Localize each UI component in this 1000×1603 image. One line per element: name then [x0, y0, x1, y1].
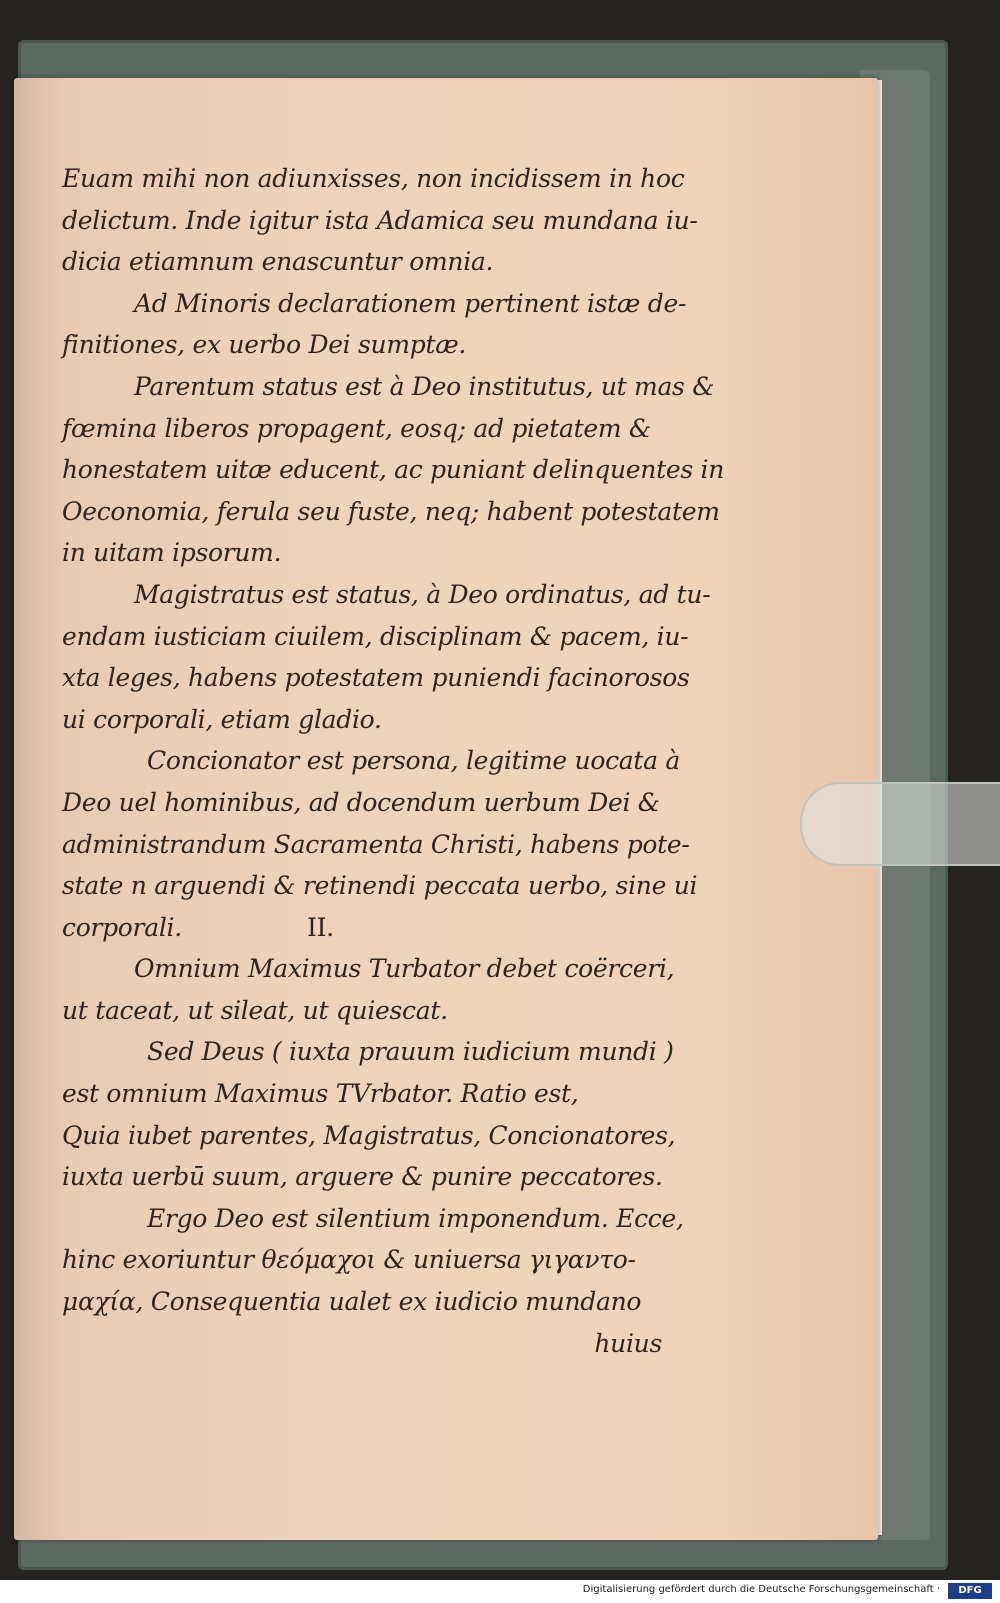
page-text: Euam mihi non adiunxisses, non incidissem in hoc delictum. Inde igitur ista Adamica seu mundana iu- dicia etiamnum enascuntur omnia. Ad Minoris declarationem pertinent istæ de- finitiones, ex uerbo Dei sumptæ. Parentum status est à Deo institutus, ut mas & fœmina liberos propagent, eosq; ad pietatem & honestatem uitæ educent, ac puniant delinquentes in Oeconomia, ferula seu fuste, neq; habent potestatem in uitam ipsorum. Magistratus est status, à Deo ordinatus, ad tu- endam iusticiam ciuilem, disciplinam & pacem, iu- xta leges, habens potestatem puniendi facinorosos ui corporali, etiam gladio. Concionator est persona, legitime uocata à Deo uel hominibus, ad docendum uerbum Dei & administrandum Sacramenta Christi, habens pote- state n arguendi & retinendi peccata uerbo, sine ui corporali. II. Omnium Maximus Turbator debet coërceri, ut taceat, ut sileat, ut quiescat. Sed Deus ( iuxta prauum iudicium mundi ) est omnium Maximus TVrbator. Ratio est, Quia iubet parentes, Magistratus, Concionatores, iuxta uerbū suum, arguere & punire peccatores. Ergo Deo est silentium imponendum. Ecce, hinc exoriuntur θεόμαχοι & uniuersa γιγαντο- μαχία, Consequentia ualet ex iudicio mundano huius	[62, 158, 662, 1364]
funding-credit: Digitalisierung gefördert durch die Deutsche Forschungsgemeinschaft ·	[582, 1584, 940, 1595]
text-line: Concionator est persona, legitime uocata à	[147, 746, 681, 776]
text-line: Deo uel hominibus, ad docendum uerbum Dei &	[62, 787, 660, 817]
text-line: Sed Deus ( iuxta prauum iudicium mundi )	[147, 1037, 674, 1067]
text-line: honestatem uitæ educent, ac puniant delinquentes in	[62, 455, 725, 485]
text-line: Magistratus est status, à Deo ordinatus, ad tu-	[134, 579, 711, 609]
text-line: μαχία, Consequentia ualet ex iudicio mundano	[62, 1287, 642, 1317]
text-line: Quia iubet parentes, Magistratus, Concionatores,	[62, 1120, 676, 1150]
text-line: est omnium Maximus TVrbator. Ratio est,	[62, 1079, 579, 1109]
text-line: Omnium Maximus Turbator debet coërceri,	[134, 954, 675, 984]
text-line: state n arguendi & retinendi peccata uerbo, sine ui	[62, 871, 698, 901]
text-line: delictum. Inde igitur ista Adamica seu mundana iu-	[62, 205, 698, 235]
text-line: Ad Minoris declarationem pertinent istæ de-	[134, 288, 687, 318]
dfg-logo: DFG	[948, 1583, 992, 1599]
footer-bar	[0, 1580, 1000, 1603]
text-line: administrandum Sacramenta Christi, habens pote-	[62, 829, 690, 859]
text-line: Ergo Deo est silentium imponendum. Ecce,	[147, 1203, 684, 1233]
text-line: hinc exoriuntur θεόμαχοι & uniuersa γιγαντο-	[62, 1245, 636, 1275]
text-line: finitiones, ex uerbo Dei sumptæ.	[62, 330, 467, 360]
text-line: dicia etiamnum enascuntur omnia.	[62, 247, 494, 277]
plastic-page-clip	[800, 782, 1000, 866]
text-line: Parentum status est à Deo institutus, ut mas &	[134, 371, 715, 401]
text-line: ut taceat, ut sileat, ut quiescat.	[62, 995, 448, 1025]
text-line: iuxta uerbū suum, arguere & punire peccatores.	[62, 1162, 663, 1192]
text-line: xta leges, habens potestatem puniendi facinorosos	[62, 663, 690, 693]
text-line: endam iusticiam ciuilem, disciplinam & pacem, iu-	[62, 621, 689, 651]
text-line: corporali.	[62, 912, 182, 942]
text-line: Oeconomia, ferula seu fuste, neq; habent potestatem	[62, 496, 720, 526]
text-line: ui corporali, etiam gladio.	[62, 704, 382, 734]
text-line: fœmina liberos propagent, eosq; ad pietatem &	[62, 413, 651, 443]
catchword: huius	[594, 1328, 662, 1358]
text-line: in uitam ipsorum.	[62, 538, 282, 568]
text-line: Euam mihi non adiunxisses, non incidissem in hoc	[62, 164, 685, 193]
